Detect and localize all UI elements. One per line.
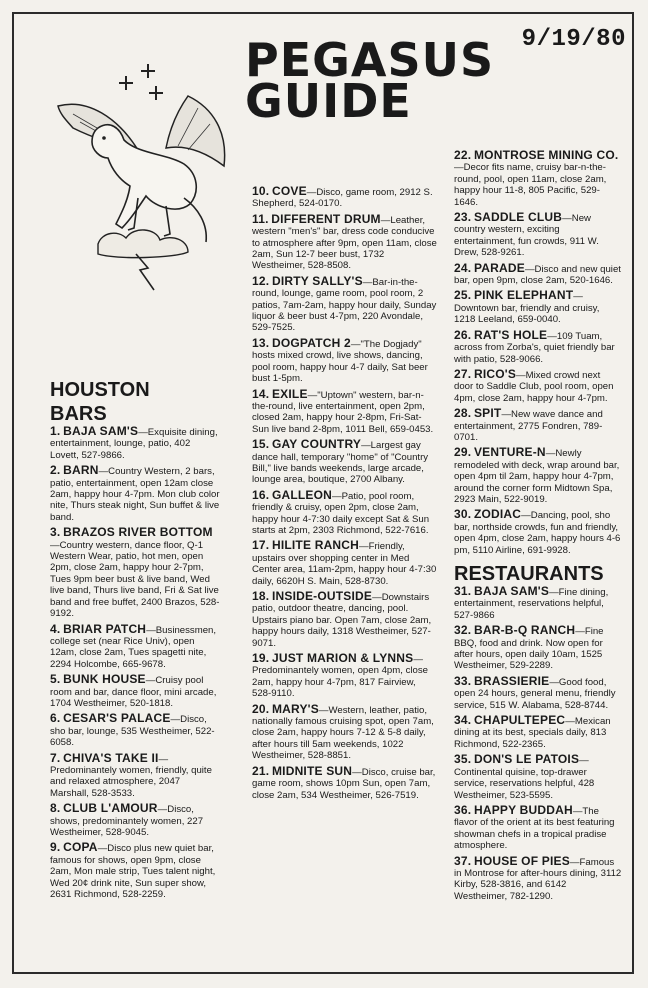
bar-listing (252, 186, 437, 210)
listing-number: 33. (454, 673, 472, 688)
listing-number: 7. (50, 750, 61, 765)
listing-name: VENTURE-N (473, 445, 546, 460)
listing-description: —Mixed crowd next door to Saddle Club, pool room, open 4pm, close 2am, happy hour 4-7pm. (454, 369, 614, 404)
listing-description: —Cruisy pool room and bar, dance floor, mini arcade, 1704 Westheimer, 520-1818. (50, 675, 217, 709)
listing-description: —Downtown bar, friendly and cruisy, 1218 Leeland, 659-0040. (454, 291, 600, 326)
listing-description: —Country Western, 2 bars, patio, entertainment, open 12am close 2am, happy hour 4-7pm. Mon club color nite, Thurs steak night, Sun buffet & live band. (50, 466, 220, 523)
listing-name: BAR-B-Q RANCH (473, 623, 576, 638)
listing-number: 25. (454, 288, 472, 303)
bar-listing (252, 439, 437, 486)
listing-description: —The flavor of the orient at its best featuring showman chefs in a tropical pradise atmosphere. (454, 805, 615, 852)
listing-number: 12. (252, 273, 270, 288)
listing-number: 29. (454, 445, 472, 460)
listing-number: 5. (50, 672, 61, 687)
issue-date: 9/19/80 (521, 26, 626, 53)
listing-name: MARY'S (271, 701, 319, 716)
listing-name: GAY COUNTRY (271, 437, 362, 452)
listing-name: HAPPY BUDDAH (473, 802, 573, 817)
listing-number: 3. (50, 525, 61, 540)
bar-listing (454, 150, 622, 208)
listing-description: —New country western, exciting entertainment, fun crowds, 911 W. Drew, 528-9261. (454, 213, 599, 259)
bar-listing (50, 750, 220, 800)
listing-name: CHIVA'S TAKE II (63, 750, 159, 765)
bar-listing (50, 674, 220, 709)
listing-number: 15. (252, 437, 270, 452)
listing-name: DIFFERENT DRUM (271, 211, 381, 226)
masthead (245, 33, 525, 129)
listing-number: 18. (252, 589, 270, 603)
listing-number: 26. (454, 327, 472, 342)
listing-number: 20. (252, 701, 270, 716)
listing-number: 6. (50, 711, 61, 726)
listing-description: —"Uptown" western, bar-n-the-round, live entertainment, open 2pm, closed 2am, happy hour 2-8pm, Fri-Sat-Sun live band 2-8pm, 1011 Bell, 659-0453. (252, 389, 434, 435)
bar-listing (252, 335, 437, 385)
bar-listing (252, 273, 437, 334)
bar-listing (50, 426, 220, 461)
bar-listing (454, 366, 622, 404)
bar-listing (50, 713, 220, 748)
masthead-line-2: GUIDE (245, 74, 412, 129)
restaurant-listing (454, 673, 622, 711)
listing-description: —Exquisite dining, entertainment, lounge, patio, 402 Lovett, 527-9866. (50, 427, 218, 461)
bar-listing (252, 653, 437, 700)
listing-name: BAJA SAM'S (63, 424, 139, 438)
listing-name: BAJA SAM'S (473, 584, 550, 598)
listing-name: COPA (63, 840, 98, 855)
listing-name: BARN (63, 463, 99, 478)
bar-listing (252, 487, 437, 537)
listing-name: BRAZOS RIVER BOTTOM (63, 525, 213, 540)
listing-name: CHAPULTEPEC (473, 713, 566, 728)
listing-description: —Good food, open 24 hours, general menu, friendly service, 515 W. Alabama, 528-8744. (454, 676, 616, 711)
listing-name: ZODIAC (473, 507, 522, 522)
listing-name: BRASSIERIE (473, 673, 550, 688)
listing-number: 22. (454, 148, 472, 162)
listing-description: —Fine BBQ, food and drink. Now open for after hours, open daily 10am, 1525 Westheimer, 529-2289. (454, 626, 604, 672)
listing-number: 37. (454, 853, 472, 868)
restaurant-listing (454, 625, 622, 672)
masthead-line-1: PEGASUS (245, 33, 495, 87)
listing-name: RAT'S HOLE (473, 327, 548, 342)
listing-description: —New wave dance and entertainment, 2775 Fondren, 789-0701. (454, 409, 603, 443)
listing-number: 10. (252, 184, 270, 198)
listing-description: —109 Tuam, across from Zorba's, quiet friendly bar with patio, 528-9066. (454, 330, 615, 365)
bar-listing (252, 763, 437, 801)
bar-listing (252, 540, 437, 587)
bar-listing (454, 447, 622, 505)
listing-number: 27. (454, 366, 472, 381)
listing-number: 8. (50, 801, 61, 816)
listing-number: 14. (252, 386, 270, 401)
bar-listing (454, 212, 622, 259)
bar-listing (50, 842, 220, 900)
listing-name: BUNK HOUSE (63, 672, 146, 687)
listing-number: 19. (252, 651, 270, 666)
listing-number: 4. (50, 621, 61, 636)
listing-description: —Downstairs patio, outdoor theatre, dancing, pool. Upstairs piano bar. Open 7am, close 2am, happy hours daily, 1318 Westheimer, 527-9071. (252, 592, 432, 649)
restaurant-listing (454, 586, 622, 621)
bar-listing (50, 465, 220, 523)
listing-description: —Mexican dining at its best, specials daily, 813 Richmond, 522-2365. (454, 716, 611, 750)
listing-name: PINK ELEPHANT (473, 288, 574, 303)
listing-number: 36. (454, 802, 472, 817)
listing-number: 23. (454, 210, 472, 225)
listing-number: 11. (252, 211, 269, 226)
listing-name: INSIDE-OUTSIDE (271, 589, 373, 603)
listing-name: SPIT (473, 406, 502, 421)
listing-number: 9. (50, 840, 61, 855)
listing-description: —Newly remodeled with deck, wrap around bar, open 4pm til 2am, happy hour 4-7pm, around the corner form Midtown Spa, 2923 Main, 522-9019. (454, 448, 620, 505)
restaurant-listing (454, 715, 622, 750)
bar-listing (252, 211, 437, 272)
restaurant-listing (454, 802, 622, 852)
listing-description: —Decor fits name, cruisy bar-n-the-round, pool, open 11am, close 2am, happy hour 11-8, 805 Pacific, 529-1646. (454, 162, 607, 208)
pegasus-illustration (38, 58, 248, 298)
listing-name: CLUB L'AMOUR (63, 801, 158, 816)
listing-name: JUST MARION & LYNNS (271, 651, 414, 666)
restaurant-listing (454, 853, 622, 903)
listing-description: —Disco, shows, predominantely women, 227 Westheimer, 528-9045. (50, 804, 204, 838)
listing-number: 2. (50, 463, 61, 478)
listing-number: 32. (454, 623, 472, 638)
bars-heading: BARS (50, 403, 107, 425)
listing-name: RICO'S (473, 366, 517, 381)
bar-listing (454, 290, 622, 325)
restaurants-heading: RESTAURANTS (454, 563, 604, 585)
bar-listing (50, 803, 220, 838)
bar-listing (252, 701, 437, 762)
listing-name: MONTROSE MINING CO. (473, 148, 619, 162)
listing-name: COVE (271, 184, 307, 198)
column-1 (50, 378, 220, 904)
listing-number: 17. (252, 538, 270, 553)
listing-name: BRIAR PATCH (63, 621, 147, 636)
bar-listing (454, 408, 622, 443)
listing-description: —"The Dogjady" hosts mixed crowd, live shows, dancing, pool room, happy hour 4-7 daily, Sat beer bust 1-5pm. (252, 338, 428, 385)
listing-description: —Dancing, pool, sho bar, northside crowds, fun and friendly, open 4pm, close 2am, happy hours 4-6 pm, 5110 Airline, 691-9928. (454, 510, 621, 556)
listing-number: 30. (454, 507, 472, 522)
listing-number: 16. (252, 487, 270, 502)
listing-name: DOGPATCH 2 (271, 335, 351, 350)
listing-number: 21. (252, 763, 270, 778)
listing-name: PARADE (473, 260, 525, 275)
listing-description: —Disco, cruise bar, game room, shows 10pm Sun, open 7am, close 2am, 534 Westheimer, 526-7519. (252, 766, 436, 801)
restaurant-listing (454, 754, 622, 801)
listing-description: —Continental quisine, top-drawer service, reservations helpful, 428 Westheimer, 523-5595. (454, 755, 595, 801)
listing-description: —Bar-in-the-round, lounge, game room, pool room, 2 patios, 7am-2am, happy hour daily, Sunday liquor & beer bust 4-7pm, 220 Avondale, 529-7525. (252, 276, 437, 334)
listing-description: —Fine dining, entertainment, reservations helpful, 527-9866 (454, 587, 609, 621)
listing-description: —Famous in Montrose for after-hours dining, 3112 Kirby, 528-3816, and 6142 Westheimer, 782-1290. (454, 856, 622, 902)
column-3 (454, 150, 622, 906)
listing-number: 13. (252, 335, 270, 350)
listing-name: EXILE (271, 386, 308, 401)
listing-description: —Largest gay dance hall, temporary "home" of "Country Bill," live bands weekends, large arcade, lounge area, boutique, 2700 Albany. (252, 440, 429, 486)
bar-listing (454, 509, 622, 556)
listing-description: —Disco plus new quiet bar, famous for shows, open 9pm, close 2am, Mon male strip, Tues talent night, Wed 20¢ drink nite, Sun super show, 2631 Richmond, 528-2259. (50, 843, 216, 901)
listing-name: DON'S LE PATOIS (473, 752, 580, 767)
bar-listing (252, 591, 437, 649)
listing-number: 1. (50, 424, 61, 438)
listing-description: —Friendly, upstairs over shopping center in Med Center area, 11am-2pm, happy hour 4-7:30 daily, 6620H S. Main, 528-8730. (252, 541, 437, 587)
bar-listing (454, 260, 622, 287)
listing-number: 28. (454, 406, 472, 421)
listing-description: —Western, leather, patio, nationally famous cruising spot, open 7am, close 2am, happy hours 7-12 & 5-8 daily, after hours till 5am weekends, 1022 Westheimer, 528-8851. (252, 704, 434, 762)
listing-name: GALLEON (271, 487, 333, 502)
listing-description: —Disco and new quiet bar, open 9pm, close 2am, 520-1646. (454, 263, 621, 287)
city-heading: HOUSTON (50, 379, 150, 401)
listing-description: —Predominantely women, friendly, quite and relaxed atmosphere, 2047 Marshall, 528-3533. (50, 753, 212, 799)
listing-name: DIRTY SALLY'S (271, 273, 363, 288)
listing-name: HILITE RANCH (271, 538, 360, 553)
listing-number: 24. (454, 260, 472, 275)
listing-number: 35. (454, 752, 472, 767)
listing-number: 34. (454, 713, 472, 728)
listing-description: —Predominantely women, open 4pm, close 2am, happy hour 4-7pm, 817 Fairview, 528-9110. (252, 654, 428, 700)
listing-description: —Disco, game room, 2912 S. Shepherd, 524-0170. (252, 187, 433, 210)
bar-listing (454, 327, 622, 365)
listing-description: —Country western, dance floor, Q-1 Western Wear, patio, hot men, open 2pm, close 2am, happy hour 2-7pm, Tues 9pm beer bust & live band, Wed live band, Thurs live band, Fri & Sat live band and free buffet, 2400 Brazos, 528-9192. (50, 539, 220, 620)
listing-name: SADDLE CLUB (473, 210, 563, 225)
listing-name: HOUSE OF PIES (473, 853, 570, 868)
listing-description: —Leather, western "men's" bar, dress code conducive to atmosphere after 9pm, open 11am, close 2am, Sun 12-7 beer bust, 1732 Westheimer, 528-8508. (252, 214, 437, 272)
listing-name: CESAR'S PALACE (63, 711, 171, 726)
listing-number: 31. (454, 584, 472, 598)
listing-description: —Patio, pool room, friendly & cruisy, open 2pm, close 2am, happy hour 4-7:30 daily except Sat & Sun starts at 2pm, 2303 Richmond, 522-7616. (252, 490, 430, 536)
column-2 (252, 186, 437, 805)
bar-listing (50, 621, 220, 671)
listing-name: MIDNITE SUN (271, 763, 353, 778)
bar-listing (252, 386, 437, 436)
listing-description: —Businessmen, college set (near Rice Univ), open 12am, close 2am, Tues spagetti nite, 2294 Holcombe, 665-9678. (50, 624, 217, 670)
bar-listing (50, 527, 220, 619)
listing-description: —Disco, sho bar, lounge, 535 Westheimer, 522-6058. (50, 714, 215, 749)
